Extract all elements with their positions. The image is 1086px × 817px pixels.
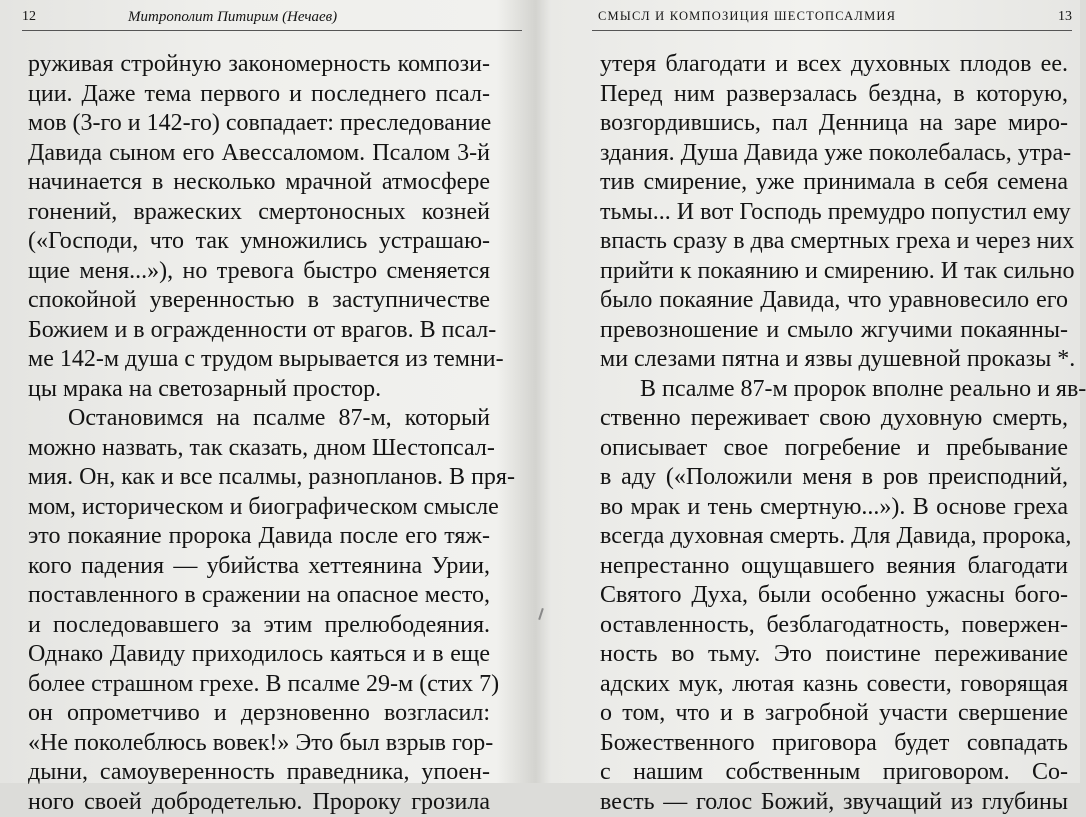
- text-line: ность во тьму. Это поистине переживание: [600, 640, 1068, 670]
- text-line: он опрометчиво и дерзновенно возгласил:: [28, 699, 490, 729]
- text-line: ции. Даже тема первого и последнего псал-: [28, 80, 490, 110]
- text-line: мия. Он, как и все псалмы, разнопланов. В пря-: [28, 463, 490, 493]
- text-line: с нашим собственным приговором. Со-: [600, 758, 1068, 788]
- text-line: во мрак и тень смертную...»). В основе греха: [600, 493, 1068, 523]
- text-line: весть — голос Божий, звучащий из глубины: [600, 788, 1068, 817]
- text-line: поставленного в сражении на опасное место,: [28, 581, 490, 611]
- page-number: 12: [22, 9, 36, 25]
- text-line: Божественного приговора будет совпадать: [600, 729, 1068, 759]
- text-line: цы мрака на светозарный простор.: [28, 375, 490, 405]
- text-line: руживая стройную закономерность компози-: [28, 50, 490, 80]
- text-line: Остановимся на псалме 87-м, который: [28, 404, 490, 434]
- text-line: ми слезами пятна и язвы душевной проказы *.: [600, 345, 1068, 375]
- text-line: щие меня...»), но тревога быстро сменяется: [28, 257, 490, 287]
- page-body-text: [28, 50, 490, 817]
- text-line: оставленность, безблагодатность, повержен-: [600, 611, 1068, 641]
- text-line: тив смирение, уже принимала в себя семена: [600, 168, 1068, 198]
- text-line: прийти к покаянию и смирению. И так сильно: [600, 257, 1068, 287]
- gutter-mark: [538, 608, 544, 620]
- text-line: возгордившись, пал Денница на заре миро-: [600, 109, 1068, 139]
- text-line: дыни, самоуверенность праведника, упоен-: [28, 758, 490, 788]
- running-head: [592, 6, 1072, 31]
- text-line: ного своей добродетелью. Пророку грозила: [28, 788, 490, 817]
- text-line: спокойной уверенностью в заступничестве: [28, 286, 490, 316]
- text-line: кого падения — убийства хеттеянина Урии,: [28, 552, 490, 582]
- text-line: Давида сыном его Авессаломом. Псалом 3-й: [28, 139, 490, 169]
- text-line: В псалме 87-м пророк вполне реально и яв-: [600, 375, 1068, 405]
- text-line: непрестанно ощущавшего веяния благодати: [600, 552, 1068, 582]
- running-head-title: СМЫСЛ И КОМПОЗИЦИЯ ШЕСТОПСАЛМИЯ: [598, 9, 896, 24]
- text-line: («Господи, что так умножились устрашаю-: [28, 227, 490, 257]
- text-line: впасть сразу в два смертных греха и через них: [600, 227, 1068, 257]
- text-line: превозношение и смыло жгучими покаянны-: [600, 316, 1068, 346]
- left-page: [0, 0, 530, 783]
- text-line: утеря благодати и всех духовных плодов ее.: [600, 50, 1068, 80]
- text-line: мом, историческом и биографическом смысле: [28, 493, 490, 523]
- text-line: Однако Давиду приходилось каяться и в еще: [28, 640, 490, 670]
- text-line: и последовавшего за этим прелюбодеяния.: [28, 611, 490, 641]
- text-line: ме 142-м душа с трудом вырывается из темни-: [28, 345, 490, 375]
- text-line: Святого Духа, были особенно ужасны бого-: [600, 581, 1068, 611]
- page-body-text: [600, 50, 1068, 817]
- text-line: «Не поколеблюсь вовек!» Это был взрыв гор-: [28, 729, 490, 759]
- text-line: Перед ним разверзалась бездна, в которую,: [600, 80, 1068, 110]
- running-head: [22, 6, 522, 31]
- text-line: в аду («Положили меня в ров преисподний,: [600, 463, 1068, 493]
- text-line: мов (3-го и 142-го) совпадает: преследование: [28, 109, 490, 139]
- text-line: адских мук, лютая казнь совести, говорящая: [600, 670, 1068, 700]
- page-number: 13: [1058, 9, 1072, 25]
- running-head-title: Митрополит Питирим (Нечаев): [128, 9, 337, 26]
- text-line: описывает свое погребение и пребывание: [600, 434, 1068, 464]
- text-line: гонений, вражеских смертоносных козней: [28, 198, 490, 228]
- text-line: начинается в несколько мрачной атмосфере: [28, 168, 490, 198]
- text-line: тьмы... И вот Господь премудро попустил ему: [600, 198, 1068, 228]
- text-line: всегда духовная смерть. Для Давида, пророка,: [600, 522, 1068, 552]
- text-line: о том, что и в загробной участи свершение: [600, 699, 1068, 729]
- text-line: Божием и в огражденности от врагов. В псал-: [28, 316, 490, 346]
- text-line: можно назвать, так сказать, дном Шестопсал-: [28, 434, 490, 464]
- right-page: [546, 0, 1080, 783]
- text-line: было покаяние Давида, что уравновесило его: [600, 286, 1068, 316]
- text-line: более страшном грехе. В псалме 29-м (стих 7): [28, 670, 490, 700]
- text-line: здания. Душа Давида уже поколебалась, утра-: [600, 139, 1068, 169]
- text-line: это покаяние пророка Давида после его тяж-: [28, 522, 490, 552]
- text-line: ственно переживает свою духовную смерть,: [600, 404, 1068, 434]
